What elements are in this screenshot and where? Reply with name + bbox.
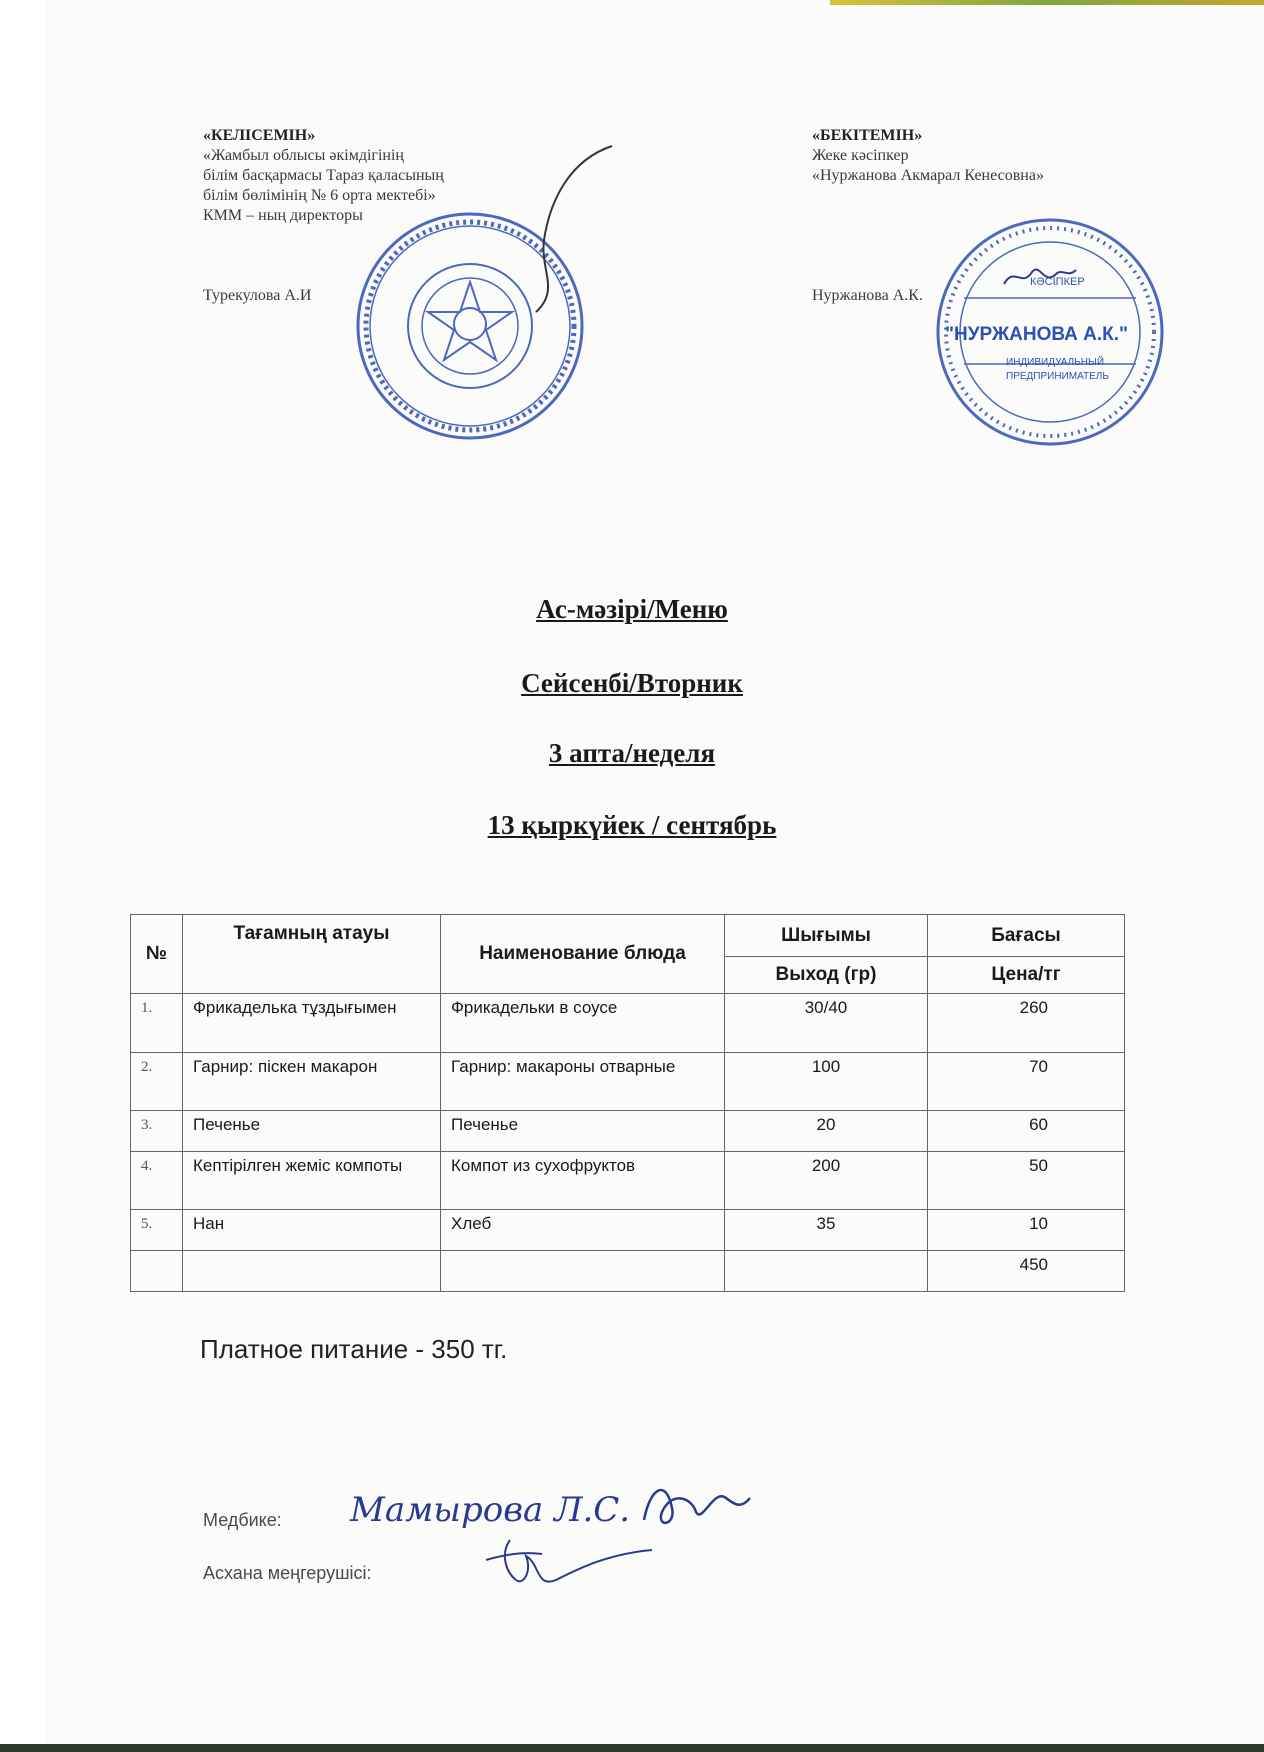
col-header-yield-ru: Выход (гр) (725, 957, 928, 994)
row-name-ru: Гарнир: макароны отварные (441, 1053, 725, 1111)
col-header-price-kz: Бағасы (928, 915, 1125, 957)
row-yield: 200 (725, 1152, 928, 1210)
table-row (131, 1111, 1125, 1152)
canteen-manager-signature (476, 1530, 656, 1600)
row-name-kz: Печенье (183, 1111, 441, 1152)
col-header-price-ru: Цена/тг (928, 957, 1125, 994)
table-row (131, 1210, 1125, 1251)
paid-meal-note: Платное питание - 350 тг. (200, 1334, 508, 1364)
approved-line: Жеке кәсіпкер (812, 147, 909, 164)
canteen-manager-label: Асхана меңгерушісі: (203, 1563, 372, 1583)
week-title: 3 апта/неделя (548, 738, 716, 768)
row-yield: 20 (725, 1111, 928, 1152)
row-name-kz: Гарнир: піскен макарон (183, 1053, 441, 1111)
empty-cell (183, 1251, 441, 1292)
empty-cell (725, 1251, 928, 1292)
row-yield: 35 (725, 1210, 928, 1251)
menu-table (130, 914, 1125, 1292)
row-name-ru: Компот из сухофруктов (441, 1152, 725, 1210)
approved-signer: Нуржанова А.К. (812, 287, 923, 304)
row-name-ru: Фрикадельки в соусе (441, 994, 725, 1053)
row-num: 4. (131, 1152, 183, 1210)
approved-block (812, 126, 1044, 186)
row-num: 2. (131, 1053, 183, 1111)
row-yield: 100 (725, 1053, 928, 1111)
row-yield: 30/40 (725, 994, 928, 1053)
menu-title: Ас-мәзірі/Меню (536, 594, 728, 624)
total-row (131, 1251, 1125, 1292)
row-price: 60 (928, 1111, 1125, 1152)
row-name-ru: Печенье (441, 1111, 725, 1152)
col-header-yield-kz: Шығымы (725, 915, 928, 957)
agreed-signer: Турекулова А.И (203, 287, 312, 304)
date-title: 13 қыркүйек / сентябрь (487, 810, 777, 840)
nurse-signature-mark (636, 1468, 756, 1538)
agreed-line: КММ – ның директоры (203, 207, 363, 224)
row-price: 10 (928, 1210, 1125, 1251)
entrepreneur-stamp-line: ПРЕДПРИНИМАТЕЛЬ (1006, 371, 1109, 382)
row-price: 70 (928, 1053, 1125, 1111)
scan-top-accent (830, 0, 1264, 5)
row-num: 5. (131, 1210, 183, 1251)
row-price: 260 (928, 994, 1125, 1053)
row-name-ru: Хлеб (441, 1210, 725, 1251)
row-name-kz: Нан (183, 1210, 441, 1251)
approved-heading: «БЕКІТЕМІН» (812, 127, 923, 144)
scan-left-edge (0, 0, 46, 1752)
row-name-kz: Фрикаделька тұздығымен (183, 994, 441, 1053)
director-signature (500, 140, 640, 320)
col-header-name-kz: Тағамның атауы (183, 915, 441, 994)
table-row (131, 994, 1125, 1053)
empty-cell (441, 1251, 725, 1292)
empty-cell (131, 1251, 183, 1292)
day-title: Сейсенбі/Вторник (521, 668, 743, 698)
agreed-line: «Жамбыл облысы әкімдігінің (203, 147, 404, 164)
row-price: 50 (928, 1152, 1125, 1210)
nurse-signature-text: Мамырова Л.С. (350, 1490, 631, 1530)
entrepreneur-stamp-name: "НУРЖАНОВА А.К." (945, 324, 1129, 345)
nurse-label: Медбике: (203, 1510, 282, 1530)
entrepreneur-stamp-line: ИНДИВИДУАЛЬНЫЙ (1006, 357, 1105, 368)
row-num: 3. (131, 1111, 183, 1152)
agreed-line: білім бөлімінің № 6 орта мектебі» (203, 187, 436, 204)
table-row (131, 1152, 1125, 1210)
table-row (131, 1053, 1125, 1111)
entrepreneur-signature (1000, 258, 1080, 294)
agreed-heading: «КЕЛІСЕМІН» (203, 127, 316, 144)
scan-bottom-edge (0, 1744, 1264, 1752)
row-name-kz: Кептірілген жеміс компоты (183, 1152, 441, 1210)
col-header-name-ru: Наименование блюда (441, 915, 725, 994)
entrepreneur-stamp-sub: КӘСІПКЕР (1030, 276, 1085, 288)
row-num: 1. (131, 994, 183, 1053)
agreed-line: білім басқармасы Тараз қаласының (203, 167, 444, 184)
col-header-num: № (131, 915, 183, 994)
approved-line: «Нуржанова Акмарал Кенесовна» (812, 167, 1044, 184)
total-price: 450 (928, 1251, 1125, 1292)
